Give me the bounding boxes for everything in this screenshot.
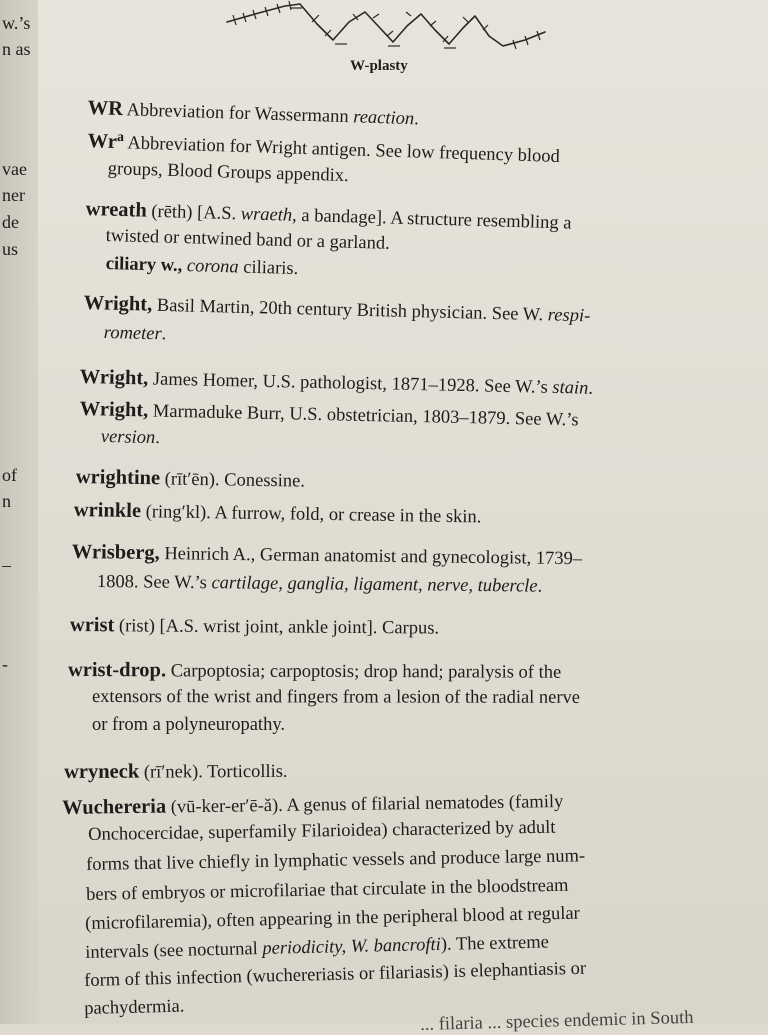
headword: wrightine [75,466,161,490]
entry-wrist [70,615,439,638]
entry-italic: rometer [103,323,162,345]
entry-wright-james [80,367,594,398]
entry-text: . [413,109,420,130]
zigzag-incision-icon [225,0,555,60]
margin-fragment: us [2,239,19,259]
entry-text: (ring′kl). A furrow, fold, or crease in the skin. [140,502,482,528]
entry-wuchereria-line6 [85,933,549,962]
entry-wryneck [64,761,288,783]
entry-text: . [155,428,161,449]
entry-text: Heinrich A., German anatomist and gynecologist, 1739– [159,544,583,570]
entry-wr [87,98,419,129]
headword: Wright, [79,398,149,422]
entry-wreath-line2: twisted or entwined band or a garland. [105,226,391,254]
entry-wuchereria-line8: pachydermia. [83,996,185,1019]
headword: wryneck [63,760,140,783]
entry-wuchereria-line7: form of this infection (wuchereriasis or filariasis) is elephantiasis or [83,958,587,991]
entry-wrist-drop [68,660,561,682]
headword: Wright, [83,292,153,316]
w-plasty-figure [225,0,555,60]
entry-wra-line2: groups, Blood Groups appendix. [107,159,349,187]
entry-italic: version [100,427,156,449]
headword: wrist-drop. [67,659,167,682]
entry-italic: corona [182,256,239,278]
margin-fragment: of [2,465,17,485]
entry-text: intervals (see nocturnal [84,938,263,963]
entry-text: Carpoptosia; carpoptosis; drop hand; paralysis of the [166,661,562,683]
figure-caption: W-plasty [350,58,408,74]
headword: WR [87,97,124,121]
left-page-edge [0,0,38,1024]
entry-text: Abbreviation for Wassermann [122,100,354,128]
margin-fragment: – [2,555,11,575]
entry-italic: wraeth [240,204,293,226]
headword: Wright, [79,366,149,390]
entry-wright-marmaduke [80,399,579,430]
margin-fragment: ner [2,185,25,205]
entry-text: (rist) [A.S. wrist joint, ankle joint]. Carpus. [114,616,440,639]
margin-fragment: n as [2,39,31,59]
entry-italic: periodicity, W. bancrofti [262,934,442,959]
entry-text: Abbreviation for Wright antigen. See low frequency blood [123,133,561,167]
entry-wuchereria-line3: forms that live chiefly in lymphatic vessels and produce large num- [85,846,586,875]
entry-text: James Homer, U.S. pathologist, 1871–1928. See W.’s [148,369,553,398]
entry-text: (rēth) [A.S. [146,201,242,225]
headword-superscript: a [116,129,125,146]
entry-text: ). The extreme [440,932,550,955]
entry-wrinkle [74,500,482,527]
headword: Wuchereria [61,795,167,819]
entry-text: 1808. See W.’s [96,572,212,594]
entry-wrightine [76,467,305,491]
entry-wuchereria-line2: Onchocercidae, superfamily Filarioidea) characterized by adult [87,817,556,845]
entry-wrist-drop-line3: or from a polyneuropathy. [92,715,285,735]
entry-italic: stain [552,377,589,399]
entry-wuchereria [62,791,563,818]
margin-fragment: vae [2,159,27,179]
subentry-term: ciliary w., [105,254,183,276]
entry-text: . [588,378,594,399]
entry-wright-basil-line2 [104,324,167,344]
entry-text: (rīt′ēn). Conessine. [159,469,306,492]
headword: wrist [69,614,115,637]
entry-wright-marmaduke-line2 [101,428,160,448]
cut-off-line: ... filaria ... species endemic in South [419,1007,694,1035]
entry-wrisberg [72,542,582,569]
entry-text: , a bandage]. A structure resembling a [291,205,572,234]
entry-italic: cartilage, ganglia, ligament, nerve, tubercle [211,573,538,597]
entry-text: (vū-ker-er′ē-ă). A genus of filarial nematodes (family [166,792,564,818]
margin-fragment: n [2,491,11,511]
headword: Wr [87,130,118,154]
margin-fragment: - [2,654,8,674]
entry-text: ciliaris. [238,257,299,280]
entry-text: . [537,576,543,597]
headword: wrinkle [73,499,142,523]
entry-wreath-sub [106,255,299,279]
entry-wrisberg-line2 [97,573,542,596]
headword: wreath [85,198,148,222]
entry-text: . [161,324,167,345]
margin-fragment: w.’s [2,13,31,33]
entry-wuchereria-line5: (microfilaremia), often appearing in the peripheral blood at regular [84,903,580,934]
margin-fragment: de [2,212,19,232]
entry-italic: respi- [547,305,591,327]
entry-wuchereria-line4: bers of embryos or microfilariae that circulate in the bloodstream [85,875,569,905]
entry-text: (rī′nek). Torticollis. [139,761,288,783]
headword: Wrisberg, [71,541,160,565]
entry-wright-basil [83,293,590,326]
entry-text: Marmaduke Burr, U.S. obstetrician, 1803–1879. See W.’s [148,401,579,431]
entry-text: Basil Martin, 20th century British physician. See W. [151,295,549,326]
entry-wrist-drop-line2: extensors of the wrist and fingers from a lesion of the radial nerve [91,687,581,708]
entry-italic: reaction [352,107,415,130]
